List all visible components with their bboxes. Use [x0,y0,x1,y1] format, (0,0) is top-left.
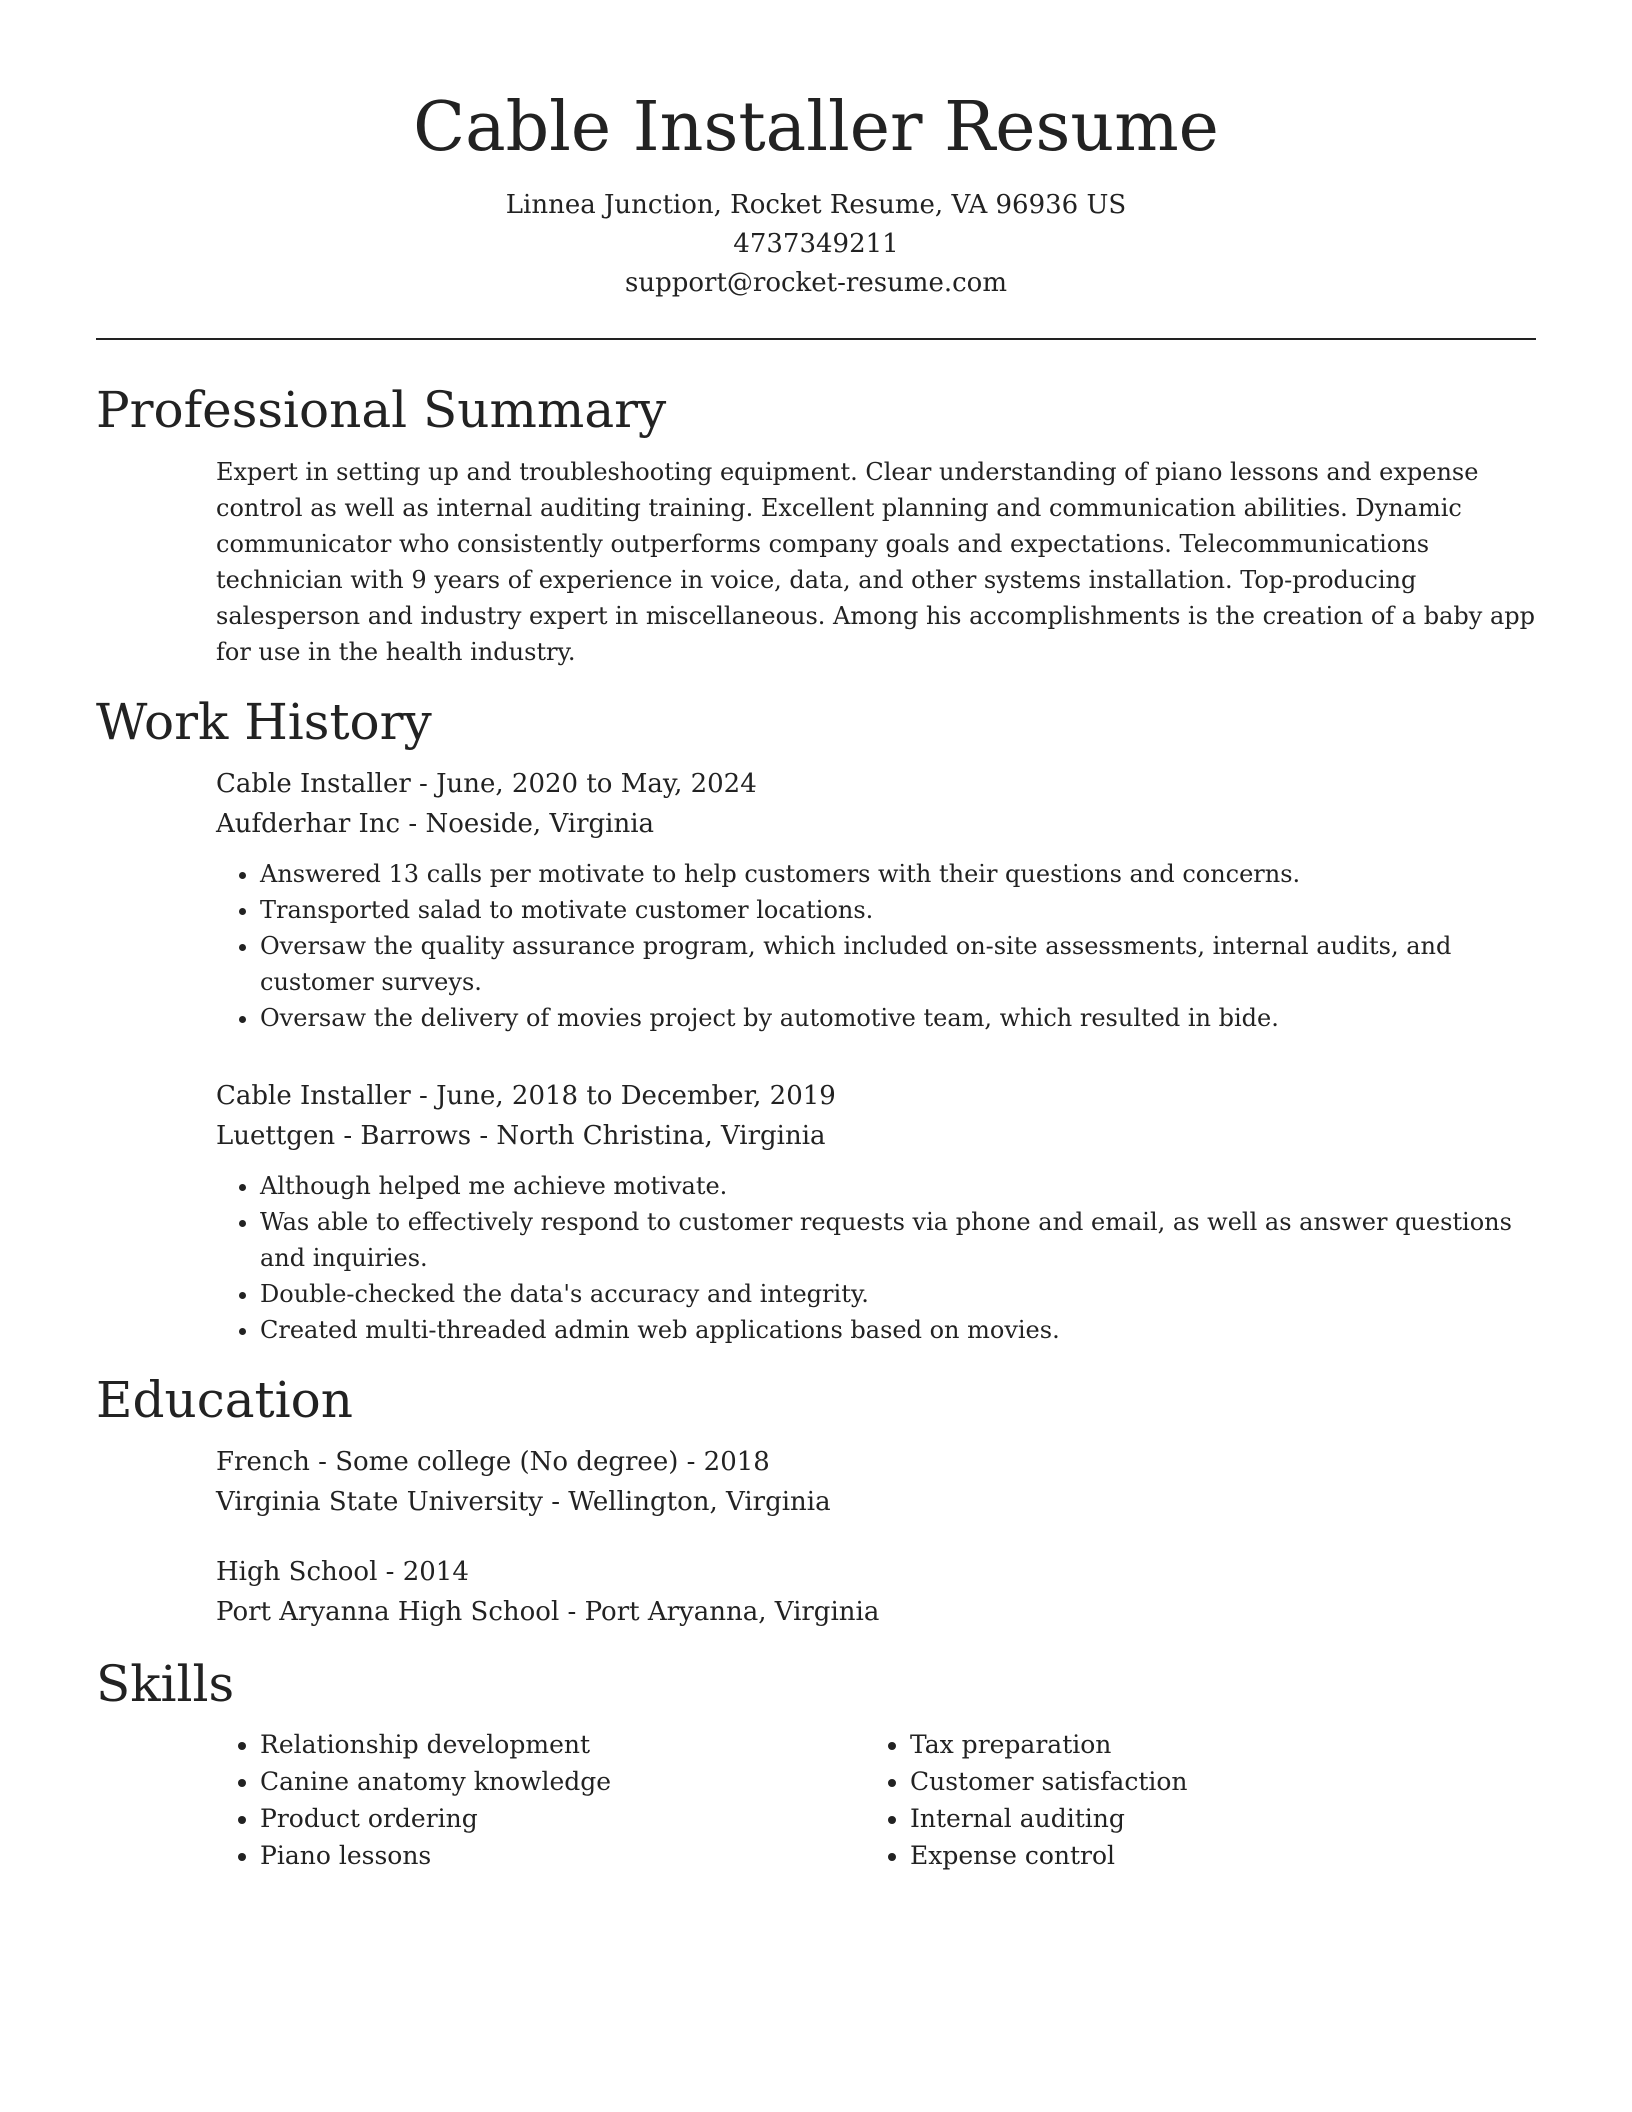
job-bullets [216,1168,1536,1348]
summary-heading: Professional Summary [96,381,667,439]
education-section [96,1370,1536,1632]
list-item: • Product ordering [260,1800,866,1837]
job-location: - Noeside, Virginia [400,809,655,839]
skills-heading: Skills [96,1655,235,1713]
list-item: • Answered 13 calls per motivate to help customers with their questions and concerns. [260,856,1536,892]
education-degree-line [216,1442,1536,1482]
list-item: • Customer satisfaction [910,1763,1516,1800]
contact-address: Linnea Junction, Rocket Resume, VA 96936 US [505,190,1127,220]
education-degree: French - Some college (No degree) [216,1447,679,1477]
resume-page [96,0,1536,1874]
job-company: Aufderhar Inc [216,809,401,839]
job-company: Luettgen - Barrows [216,1121,472,1151]
list-item: • Relationship development [260,1726,866,1763]
list-item: • Canine anatomy knowledge [260,1763,866,1800]
list-item: • Created multi-threaded admin web applications based on movies. [260,1312,1536,1348]
education-year: - 2014 [377,1557,469,1587]
skills-columns [216,1726,1536,1874]
work-body [216,764,1536,1348]
work-section [96,692,1536,1348]
job-entry [216,764,1536,1036]
job-dates: - June, 2020 to May, 2024 [410,769,757,799]
education-location: - Wellington, Virginia [542,1487,831,1517]
job-location: - North Christina, Virginia [471,1121,826,1151]
job-title: Cable Installer [216,769,411,799]
list-item: • Transported salad to motivate customer locations. [260,892,1536,928]
job-title-line [216,764,1536,804]
job-entry [216,1076,1536,1348]
education-entry [216,1442,1536,1522]
education-heading: Education [96,1371,353,1429]
job-company-line [216,1116,1536,1156]
list-item: • Oversaw the quality assurance program, which included on-site assessments, internal audits, and customer surveys. [260,928,1536,1000]
list-item: • Was able to effectively respond to customer requests via phone and email, as well as answer questions and inquiries. [260,1204,1536,1276]
contact-block [96,186,1536,303]
skills-list-left [216,1726,866,1874]
summary-text: Expert in setting up and troubleshooting equipment. Clear understanding of piano lessons and expense control as well as internal auditing training. Excellent planning and communication abilities. Dynamic communicator who consistently outperforms company goals and expectations. Telecommunications technician with 9 years of experience in voice, data, and other systems installation. Top-producing salesperson and industry expert in miscellaneous. Among his accomplishments is the creation of a baby app for use in the health industry. [216,458,1536,666]
education-location: - Port Aryanna, Virginia [559,1597,880,1627]
list-item: • Although helped me achieve motivate. [260,1168,1536,1204]
education-school: Port Aryanna High School [216,1597,560,1627]
list-item: • Tax preparation [910,1726,1516,1763]
education-school-line [216,1482,1536,1522]
contact-phone: 4737349211 [733,229,899,259]
skills-column-right [866,1726,1516,1874]
education-school-line [216,1592,1536,1632]
skills-body [216,1726,1536,1874]
job-company-line [216,804,1536,844]
skills-column-left [216,1726,866,1874]
summary-body [216,454,1536,670]
education-year: - 2018 [678,1447,770,1477]
education-body [216,1442,1536,1632]
education-school: Virginia State University [216,1487,543,1517]
resume-header [96,0,1536,303]
list-item: • Piano lessons [260,1837,866,1874]
page-title: Cable Installer Resume [413,88,1219,167]
list-item: • Oversaw the delivery of movies project by automotive team, which resulted in bide. [260,1000,1536,1036]
skills-list-right [866,1726,1516,1874]
list-item: • Internal auditing [910,1800,1516,1837]
summary-section [96,380,1536,670]
job-dates: - June, 2018 to December, 2019 [410,1081,836,1111]
education-degree: High School [216,1557,378,1587]
header-divider [96,338,1536,340]
job-title-line [216,1076,1536,1116]
work-heading: Work History [96,693,432,751]
skills-section [96,1654,1536,1874]
job-title: Cable Installer [216,1081,411,1111]
list-item: • Expense control [910,1837,1516,1874]
education-degree-line [216,1552,1536,1592]
job-bullets [216,856,1536,1036]
education-entry [216,1552,1536,1632]
contact-email: support@rocket-resume.com [624,268,1007,298]
list-item: • Double-checked the data's accuracy and integrity. [260,1276,1536,1312]
